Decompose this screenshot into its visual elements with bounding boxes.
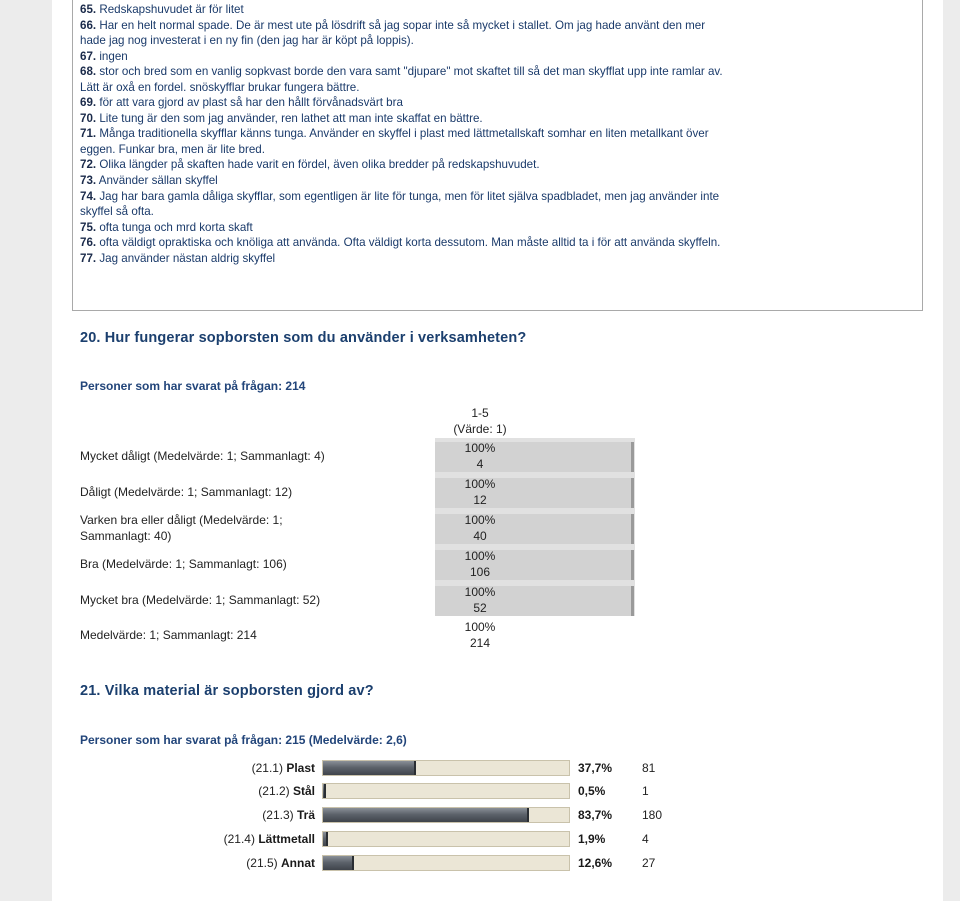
question-20-title: 20. Hur fungerar sopborsten som du använder i verksamheten? bbox=[80, 330, 527, 346]
comment-line: 71. Många traditionella skyfflar känns tunga. Använder en skyffel i plast med lättmetallskaft somhar en liten metallkant över bbox=[80, 127, 709, 141]
comment-line: 75. ofta tunga och mrd korta skaft bbox=[80, 220, 253, 234]
right-margin bbox=[943, 0, 960, 901]
q21-row-percent: 0,5% bbox=[578, 784, 606, 798]
comment-line: 73. Använder sällan skyffel bbox=[80, 174, 218, 188]
comment-line: eggen. Funkar bra, men är lite bred. bbox=[80, 142, 265, 156]
q21-bar-fill bbox=[323, 832, 328, 846]
q21-row-percent: 12,6% bbox=[578, 856, 613, 870]
q20-row-label-line1: Varken bra eller dåligt (Medelvärde: 1; bbox=[80, 513, 283, 527]
q21-row-count: 1 bbox=[642, 784, 649, 798]
comment-line: 76. ofta väldigt opraktiska och knöliga att använda. Ofta väldigt korta dessutom. Man måste alltid ta i för att använda skyffeln. bbox=[80, 236, 721, 250]
q21-bar-fill bbox=[323, 808, 529, 822]
q21-bar-track bbox=[322, 807, 570, 823]
q20-row-value: 100% 52 bbox=[464, 585, 496, 615]
q20-row-label bbox=[80, 512, 283, 544]
comment-line: 65. Redskapshuvudet är för litet bbox=[80, 3, 244, 16]
q20-total-value: 100% 214 bbox=[464, 620, 496, 650]
comment-line: 67. ingen bbox=[80, 49, 128, 63]
q20-row-value: 100% 4 bbox=[464, 441, 496, 471]
comment-line: 70. Lite tung är den som jag använder, ren lathet att man inte skaffat en bättre. bbox=[80, 111, 483, 125]
comments-list bbox=[80, 2, 920, 266]
q20-total-label: Medelvärde: 1; Sammanlagt: 214 bbox=[80, 628, 257, 642]
comment-line: 74. Jag har bara gamla dåliga skyfflar, som egentligen är lite för tunga, men för litet själva spadbladet, men jag använder inte bbox=[80, 189, 720, 203]
question-21-respondents: Personer som har svarat på frågan: 215 (Medelvärde: 2,6) bbox=[80, 733, 407, 747]
q20-row-value: 100% 12 bbox=[464, 477, 496, 507]
q20-row-value: 100% 106 bbox=[464, 549, 496, 579]
q21-bar-fill bbox=[323, 856, 354, 870]
q21-bar-track bbox=[322, 855, 570, 871]
q21-row-percent: 83,7% bbox=[578, 808, 613, 822]
comment-line: 69. för att vara gjord av plast så har den hållt förvånadsvärt bra bbox=[80, 96, 403, 110]
comment-line: skyffel så ofta. bbox=[80, 205, 154, 219]
column-header-value: (Värde: 1) bbox=[453, 422, 507, 436]
q21-row-percent: 1,9% bbox=[578, 832, 606, 846]
q21-row-percent: 37,7% bbox=[578, 761, 613, 775]
q20-row-label: Bra (Medelvärde: 1; Sammanlagt: 106) bbox=[80, 557, 287, 571]
column-header bbox=[435, 405, 525, 437]
q21-row-label: (21.4) Lättmetall bbox=[223, 832, 315, 846]
q20-row-label: Dåligt (Medelvärde: 1; Sammanlagt: 12) bbox=[80, 485, 293, 499]
q21-row-count: 180 bbox=[642, 808, 663, 822]
q21-bar-fill bbox=[323, 784, 326, 798]
q20-row-value: 100% 40 bbox=[464, 513, 496, 543]
left-margin bbox=[0, 0, 52, 901]
q21-bar-track bbox=[322, 760, 570, 776]
question-20-respondents: Personer som har svarat på frågan: 214 bbox=[80, 379, 306, 393]
q21-row-count: 4 bbox=[642, 832, 649, 846]
q21-row-count: 81 bbox=[642, 761, 656, 775]
comment-line: 66. Har en helt normal spade. De är mest ute på lösdrift så jag sopar inte så mycket i stallet. Om jag hade använt den mer bbox=[80, 18, 706, 32]
q21-row-label: (21.5) Annat bbox=[246, 856, 315, 870]
comment-line: hade jag nog investerat i en ny fin (den jag har är köpt på loppis). bbox=[80, 34, 414, 48]
comment-line: Lätt är oxå en fordel. snöskyfflar brukar fungera bättre. bbox=[80, 80, 360, 94]
column-header-range: 1-5 bbox=[471, 406, 489, 420]
q21-bar-fill bbox=[323, 761, 416, 775]
q21-bar-track bbox=[322, 783, 570, 799]
question-21-title: 21. Vilka material är sopborsten gjord av? bbox=[80, 683, 374, 699]
q21-row-label: (21.2) Stål bbox=[258, 784, 315, 798]
comment-line: 72. Olika längder på skaften hade varit en fördel, även olika bredder på redskapshuvudet. bbox=[80, 158, 540, 172]
comment-line: 68. stor och bred som en vanlig sopkvast borde den vara samt "djupare" mot skaftet till så det man skyfflat upp inte ramlar av. bbox=[80, 65, 723, 79]
q21-row-label: (21.1) Plast bbox=[251, 761, 315, 775]
comment-line: 77. Jag använder nästan aldrig skyffel bbox=[80, 251, 276, 265]
q21-bar-track bbox=[322, 831, 570, 847]
q21-row-label: (21.3) Trä bbox=[262, 808, 315, 822]
q20-row-label: Mycket dåligt (Medelvärde: 1; Sammanlagt: 4) bbox=[80, 449, 325, 463]
q20-row-label: Mycket bra (Medelvärde: 1; Sammanlagt: 52) bbox=[80, 593, 321, 607]
q21-row-count: 27 bbox=[642, 856, 656, 870]
q20-row-label-line2: Sammanlagt: 40) bbox=[80, 529, 172, 543]
